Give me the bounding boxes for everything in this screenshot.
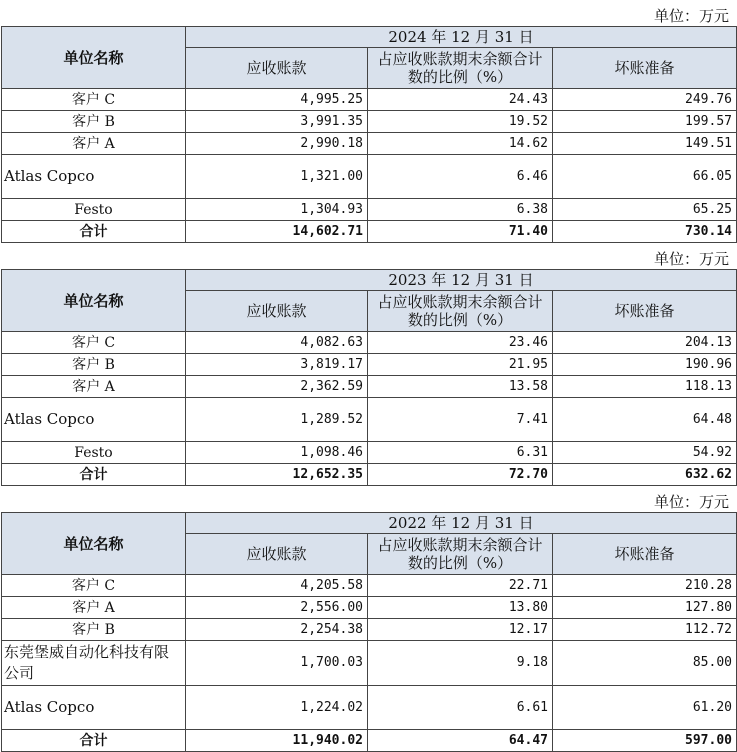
- customer-name: 客户 B: [2, 354, 186, 376]
- header-ratio: 占应收账款期末余额合计数的比例（%）: [368, 48, 553, 89]
- ratio-value: 6.46: [368, 155, 553, 199]
- total-label: 合计: [2, 464, 186, 486]
- header-ratio: 占应收账款期末余额合计数的比例（%）: [368, 534, 553, 575]
- header-name: 单位名称: [2, 27, 186, 89]
- header-period: 2024 年 12 月 31 日: [186, 27, 737, 48]
- receivable-value: 2,990.18: [186, 133, 368, 155]
- bad-debt-value: 64.48: [553, 398, 737, 442]
- ratio-value: 13.80: [368, 597, 553, 619]
- total-bad-debt: 730.14: [553, 221, 737, 243]
- bad-debt-value: 65.25: [553, 199, 737, 221]
- table-row: [2, 398, 737, 442]
- ratio-value: 14.62: [368, 133, 553, 155]
- bad-debt-value: 61.20: [553, 686, 737, 730]
- unit-label: 单位：万元: [653, 250, 729, 268]
- total-ratio: 64.47: [368, 730, 553, 752]
- receivable-value: 3,819.17: [186, 354, 368, 376]
- header-period: 2023 年 12 月 31 日: [186, 270, 737, 291]
- table-row: [2, 442, 737, 464]
- customer-name: 客户 B: [2, 111, 186, 133]
- receivable-value: 1,304.93: [186, 199, 368, 221]
- bad-debt-value: 210.28: [553, 575, 737, 597]
- table-row: [2, 155, 737, 199]
- total-bad-debt: 632.62: [553, 464, 737, 486]
- bad-debt-value: 199.57: [553, 111, 737, 133]
- total-bad-debt: 597.00: [553, 730, 737, 752]
- bad-debt-value: 118.13: [553, 376, 737, 398]
- ratio-value: 7.41: [368, 398, 553, 442]
- table-row: [2, 354, 737, 376]
- table-row: [2, 376, 737, 398]
- header-name: 单位名称: [2, 270, 186, 332]
- receivable-value: 1,224.02: [186, 686, 368, 730]
- receivables-table: [1, 269, 737, 486]
- ratio-value: 21.95: [368, 354, 553, 376]
- bad-debt-value: 127.80: [553, 597, 737, 619]
- receivable-value: 2,362.59: [186, 376, 368, 398]
- header-bad-debt: 坏账准备: [553, 534, 737, 575]
- bad-debt-value: 204.13: [553, 332, 737, 354]
- table-row: [2, 641, 737, 686]
- header-receivable: 应收账款: [186, 48, 368, 89]
- header-bad-debt: 坏账准备: [553, 291, 737, 332]
- receivable-value: 4,082.63: [186, 332, 368, 354]
- table-row: [2, 199, 737, 221]
- customer-name: Atlas Copco: [2, 155, 186, 199]
- ratio-value: 9.18: [368, 641, 553, 686]
- customer-name: 客户 A: [2, 376, 186, 398]
- ratio-value: 23.46: [368, 332, 553, 354]
- customer-name: Festo: [2, 442, 186, 464]
- table-row: [2, 597, 737, 619]
- total-row: [2, 221, 737, 243]
- total-label: 合计: [2, 221, 186, 243]
- ratio-value: 13.58: [368, 376, 553, 398]
- header-receivable: 应收账款: [186, 291, 368, 332]
- receivable-value: 2,254.38: [186, 619, 368, 641]
- total-ratio: 71.40: [368, 221, 553, 243]
- ratio-value: 6.31: [368, 442, 553, 464]
- header-bad-debt: 坏账准备: [553, 48, 737, 89]
- total-receivable: 12,652.35: [186, 464, 368, 486]
- receivable-value: 3,991.35: [186, 111, 368, 133]
- table-row: [2, 575, 737, 597]
- unit-label: 单位：万元: [653, 7, 729, 25]
- customer-name: Festo: [2, 199, 186, 221]
- receivable-value: 1,098.46: [186, 442, 368, 464]
- bad-debt-value: 112.72: [553, 619, 737, 641]
- ratio-value: 24.43: [368, 89, 553, 111]
- bad-debt-value: 190.96: [553, 354, 737, 376]
- receivable-value: 1,289.52: [186, 398, 368, 442]
- table-row: [2, 89, 737, 111]
- bad-debt-value: 54.92: [553, 442, 737, 464]
- customer-name: 客户 C: [2, 332, 186, 354]
- customer-name: 客户 A: [2, 133, 186, 155]
- customer-name: Atlas Copco: [2, 398, 186, 442]
- total-row: [2, 464, 737, 486]
- table-row: [2, 133, 737, 155]
- receivable-value: 4,205.58: [186, 575, 368, 597]
- total-row: [2, 730, 737, 752]
- header-name: 单位名称: [2, 513, 186, 575]
- receivable-value: 1,321.00: [186, 155, 368, 199]
- customer-name: 客户 B: [2, 619, 186, 641]
- receivable-value: 2,556.00: [186, 597, 368, 619]
- header-ratio: 占应收账款期末余额合计数的比例（%）: [368, 291, 553, 332]
- customer-name: Atlas Copco: [2, 686, 186, 730]
- customer-name: 客户 C: [2, 575, 186, 597]
- ratio-value: 19.52: [368, 111, 553, 133]
- receivables-table: [1, 512, 737, 752]
- ratio-value: 6.38: [368, 199, 553, 221]
- ratio-value: 22.71: [368, 575, 553, 597]
- header-period: 2022 年 12 月 31 日: [186, 513, 737, 534]
- total-receivable: 14,602.71: [186, 221, 368, 243]
- unit-label: 单位：万元: [653, 493, 729, 511]
- receivable-value: 4,995.25: [186, 89, 368, 111]
- total-ratio: 72.70: [368, 464, 553, 486]
- bad-debt-value: 66.05: [553, 155, 737, 199]
- bad-debt-value: 249.76: [553, 89, 737, 111]
- receivable-value: 1,700.03: [186, 641, 368, 686]
- total-receivable: 11,940.02: [186, 730, 368, 752]
- table-row: [2, 619, 737, 641]
- table-row: [2, 332, 737, 354]
- header-receivable: 应收账款: [186, 534, 368, 575]
- receivables-table: [1, 26, 737, 243]
- bad-debt-value: 149.51: [553, 133, 737, 155]
- ratio-value: 6.61: [368, 686, 553, 730]
- customer-name: 东莞堡威自动化科技有限公司: [2, 641, 186, 686]
- customer-name: 客户 C: [2, 89, 186, 111]
- table-row: [2, 111, 737, 133]
- bad-debt-value: 85.00: [553, 641, 737, 686]
- ratio-value: 12.17: [368, 619, 553, 641]
- customer-name: 客户 A: [2, 597, 186, 619]
- total-label: 合计: [2, 730, 186, 752]
- table-row: [2, 686, 737, 730]
